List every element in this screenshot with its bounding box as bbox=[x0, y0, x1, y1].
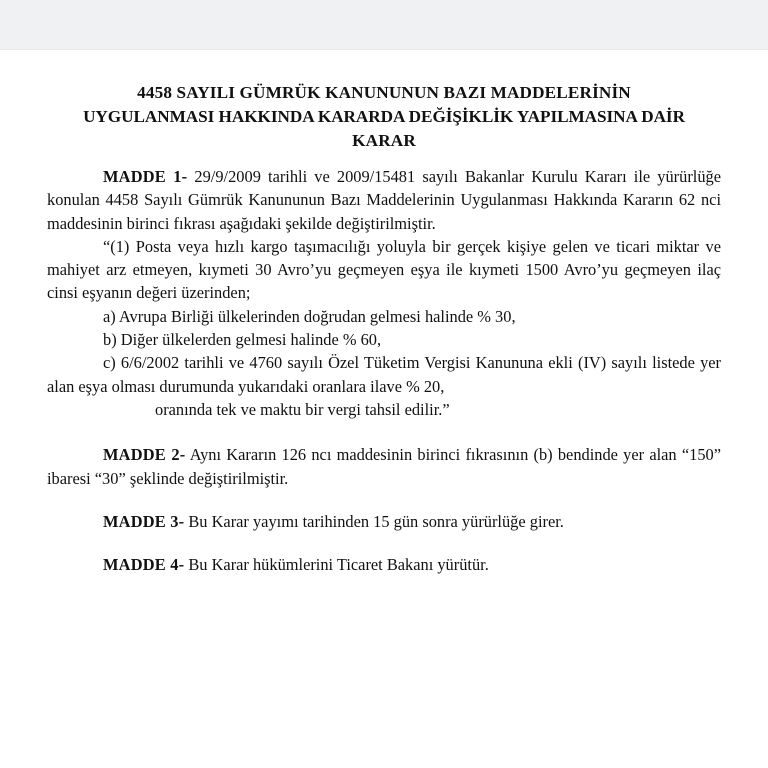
spacer-after-article-3 bbox=[47, 533, 721, 553]
article-3-paragraph bbox=[47, 510, 721, 533]
article-3-label: MADDE 3- bbox=[103, 511, 185, 531]
quoted-clause-item-c: c) 6/6/2002 tarihli ve 4760 sayılı Özel Tüketim Vergisi Kanununa ekli (IV) sayılı listede yer alan eşya olması durumunda yukarıdaki oranlara ilave % 20, bbox=[47, 353, 721, 396]
spacer-after-clause bbox=[47, 421, 721, 443]
title-line-1: 4458 SAYILI GÜMRÜK KANUNUNUN BAZI MADDELERİNİN bbox=[137, 83, 631, 102]
title-line-3: KARAR bbox=[352, 131, 416, 150]
quoted-clause-closing: oranında tek ve maktu bir vergi tahsil edilir.” bbox=[155, 399, 450, 419]
quoted-clause-item-a: a) Avrupa Birliği ülkelerinden doğrudan gelmesi halinde % 30, bbox=[103, 306, 516, 326]
spacer-after-article-2 bbox=[47, 490, 721, 510]
document-page bbox=[0, 51, 768, 768]
quoted-clause-item-b: b) Diğer ülkelerden gelmesi halinde % 60, bbox=[103, 330, 382, 350]
title-line-2: UYGULANMASI HAKKINDA KARARDA DEĞİŞİKLİK YAPILMASINA DAİR bbox=[83, 107, 685, 126]
article-4-paragraph bbox=[47, 553, 721, 576]
article-1-text: 29/9/2009 tarihli ve 2009/15481 sayılı Bakanlar Kurulu Kararı ile yürürlüğe konulan 4458 Sayılı Gümrük Kanununun Bazı Maddelerinin Uygulanması Hakkında Kararın 62 nci maddesinin birinci fıkrası aşağıdaki şekilde değiştirilmiştir. bbox=[47, 167, 721, 233]
article-2-label: MADDE 2- bbox=[103, 445, 186, 465]
top-grey-band bbox=[0, 0, 768, 50]
article-2-paragraph bbox=[47, 443, 721, 490]
article-1-label: MADDE 1- bbox=[103, 167, 188, 186]
article-4-text: Bu Karar hükümlerini Ticaret Bakanı yürütür. bbox=[184, 555, 489, 575]
article-3-text: Bu Karar yayımı tarihinden 15 gün sonra yürürlüğe girer. bbox=[184, 511, 564, 531]
page-title bbox=[47, 81, 721, 153]
article-1-paragraph bbox=[47, 165, 721, 235]
document-body bbox=[47, 81, 721, 576]
quoted-clause-intro: “(1) Posta veya hızlı kargo taşımacılığı yoluyla bir gerçek kişiye gelen ve ticari miktar ve mahiyet arz etmeyen, kıymeti 30 Avro’yu geçmeyen eşya ile kıymeti 1500 Avro’yu geçmeyen ilaç cinsi eşyanın değeri üzerinden; bbox=[47, 236, 721, 303]
article-2-text: Aynı Kararın 126 ncı maddesinin birinci fıkrasının (b) bendinde yer alan “150” ibaresi “30” şeklinde değiştirilmiştir. bbox=[47, 445, 721, 488]
article-4-label: MADDE 4- bbox=[103, 555, 185, 575]
